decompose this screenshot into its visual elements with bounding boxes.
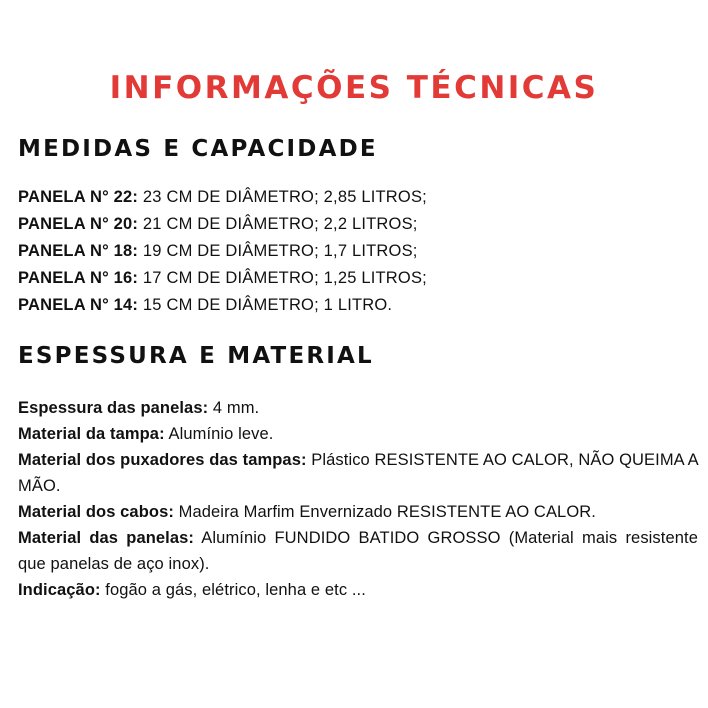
- material-item: [18, 525, 698, 577]
- measurement-item: [18, 238, 698, 265]
- measurement-value: 17 CM DE DIÂMETRO; 1,25 LITROS;: [138, 269, 427, 287]
- material-item: [18, 499, 698, 525]
- material-item: [18, 395, 698, 421]
- measurement-item: [18, 292, 698, 319]
- section-heading-medidas: MEDIDAS E CAPACIDADE: [18, 136, 378, 162]
- page-title: INFORMAÇÕES TÉCNICAS: [109, 70, 599, 106]
- material-item: [18, 421, 698, 447]
- material-label: Material da tampa:: [18, 425, 165, 443]
- material-value: Plástico RESISTENTE AO CALOR, NÃO QUEIMA A MÃO.: [18, 451, 698, 495]
- material-label: Espessura das panelas:: [18, 399, 209, 417]
- material-label: Material das panelas:: [18, 529, 195, 547]
- material-item: [18, 577, 698, 603]
- material-item: [18, 447, 698, 499]
- measurements-list: [18, 184, 698, 319]
- material-value: 4 mm.: [208, 399, 260, 417]
- measurement-label: PANELA N° 16:: [18, 269, 139, 287]
- measurement-item: [18, 184, 698, 211]
- section-heading-espessura: ESPESSURA E MATERIAL: [18, 343, 374, 369]
- measurement-value: 19 CM DE DIÂMETRO; 1,7 LITROS;: [138, 242, 418, 260]
- measurement-value: 23 CM DE DIÂMETRO; 2,85 LITROS;: [138, 188, 427, 206]
- measurement-value: 21 CM DE DIÂMETRO; 2,2 LITROS;: [138, 215, 418, 233]
- measurement-label: PANELA N° 18:: [18, 242, 139, 260]
- measurement-item: [18, 211, 698, 238]
- measurement-item: [18, 265, 698, 292]
- material-label: Material dos puxadores das tampas:: [18, 451, 307, 469]
- material-value: Alumínio leve.: [164, 425, 274, 443]
- material-value: fogão a gás, elétrico, lenha e etc ...: [100, 581, 366, 599]
- material-label: Material dos cabos:: [18, 503, 174, 521]
- material-value: Madeira Marfim Envernizado RESISTENTE AO CALOR.: [173, 503, 596, 521]
- measurement-label: PANELA N° 22:: [18, 188, 139, 206]
- material-value: Alumínio FUNDIDO BATIDO GROSSO (Material mais resistente que panelas de aço inox).: [18, 529, 698, 573]
- measurement-label: PANELA N° 14:: [18, 296, 139, 314]
- measurement-label: PANELA N° 20:: [18, 215, 139, 233]
- material-label: Indicação:: [18, 581, 101, 599]
- measurement-value: 15 CM DE DIÂMETRO; 1 LITRO.: [138, 296, 393, 314]
- materials-list: [18, 395, 698, 603]
